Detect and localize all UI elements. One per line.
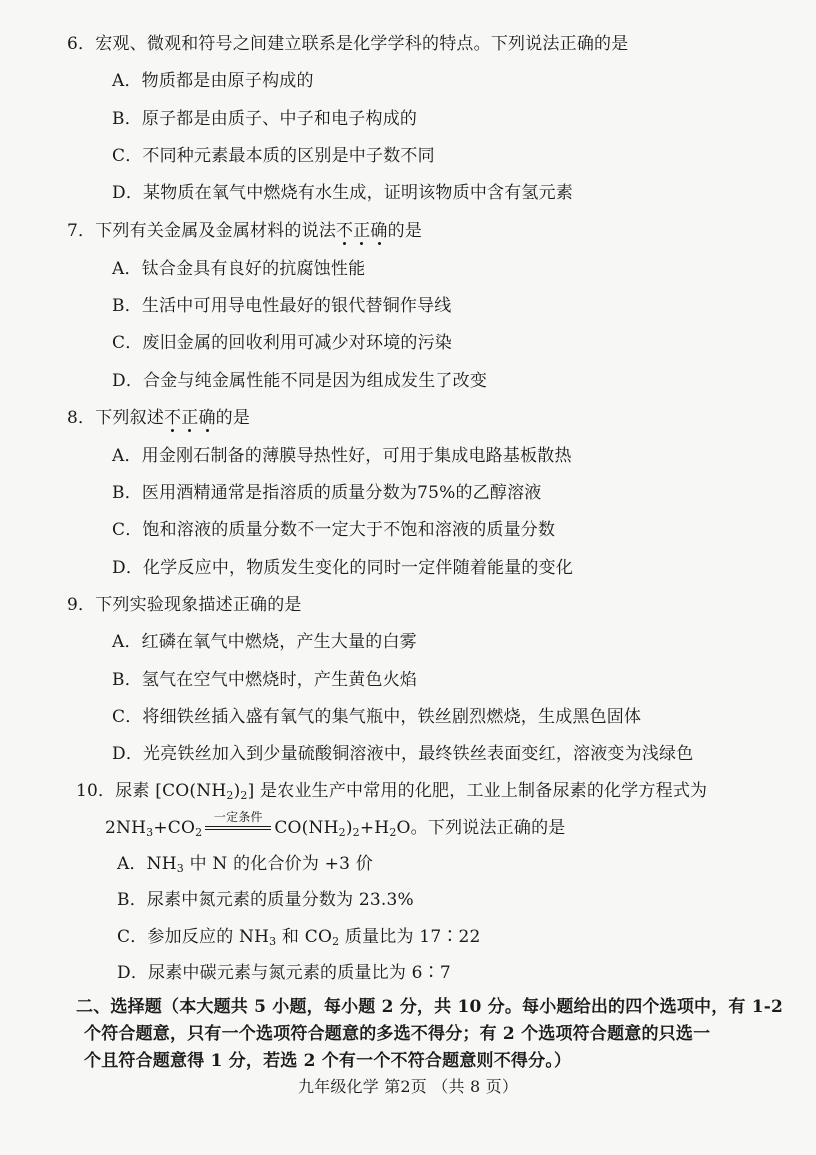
q8-stem-pre: 8．下列叙述 [67, 408, 165, 428]
subscript: 2 [352, 826, 360, 839]
equation-part: O。下列说法正确的是 [396, 818, 566, 838]
q7-option-b: B．生活中可用导电性最好的银代替铜作导线 [112, 296, 452, 316]
subscript: 2 [195, 826, 203, 839]
q8-stem [67, 407, 250, 429]
q9-option-b: B．氢气在空气中燃烧时，产生黄色火焰 [112, 670, 418, 690]
option-text: A．NH [117, 854, 177, 874]
q6-option-d: D．某物质在氧气中燃烧有水生成，证明该物质中含有氢元素 [112, 183, 574, 203]
subscript: 2 [389, 826, 397, 839]
q6-option-c: C．不同种元素最本质的区别是中子数不同 [112, 146, 435, 166]
q6-stem: 6．宏观、微观和符号之间建立联系是化学学科的特点。下列说法正确的是 [67, 34, 629, 54]
q9-option-d: D．光亮铁丝加入到少量硫酸铜溶液中，最终铁丝表面变红，溶液变为浅绿色 [112, 744, 694, 764]
q10-stem-text: 10．尿素 [CO(NH [76, 781, 227, 801]
subscript: 2 [240, 789, 248, 802]
equation-part: +H [359, 818, 390, 838]
subscript: 2 [332, 935, 340, 948]
option-text: 和 CO [276, 927, 333, 947]
equation-part: 2NH [105, 818, 147, 838]
q7-stem-post: 的是 [387, 221, 423, 241]
q8-option-c: C．饱和溶液的质量分数不一定大于不饱和溶液的质量分数 [112, 520, 556, 540]
q10-option-d: D．尿素中碳元素与氮元素的质量比为 6∶7 [117, 963, 451, 983]
subscript: 3 [146, 826, 154, 839]
q7-option-c: C．废旧金属的回收利用可减少对环境的污染 [112, 333, 453, 353]
emphasis-char: 确 [198, 408, 216, 428]
equation-part: CO(NH [274, 818, 339, 838]
option-text: 中 N 的化合价为 +3 价 [183, 854, 373, 874]
subscript: 2 [338, 826, 346, 839]
subscript: 2 [226, 789, 234, 802]
q6-option-a: A．物质都是由原子构成的 [112, 71, 314, 91]
option-text: 质量比为 17∶22 [339, 927, 481, 947]
page-footer: 九年级化学 第2页 （共 8 页） [297, 1077, 519, 1096]
q6-option-b: B．原子都是由质子、中子和电子构成的 [112, 109, 418, 129]
q7-option-d: D．合金与纯金属性能不同是因为组成发生了改变 [112, 371, 488, 391]
subscript: 3 [176, 862, 184, 875]
emphasis-char: 正 [353, 221, 371, 241]
section-heading-line3: 个且符合题意得 1 分，若选 2 个有一个不符合题意则不得分。） [84, 1051, 572, 1071]
q8-stem-post: 的是 [215, 408, 251, 428]
emphasis-char: 确 [370, 221, 388, 241]
q10-option-a [117, 853, 373, 875]
q8-option-a: A．用金刚石制备的薄膜导热性好，可用于集成电路基板散热 [112, 446, 572, 466]
emphasis-char: 正 [181, 408, 199, 428]
equation-part: ) [345, 818, 353, 838]
option-text: C．参加反应的 NH [117, 927, 270, 947]
reaction-arrow [205, 810, 271, 839]
reaction-condition: 一定条件 [213, 810, 263, 824]
q8-option-b: B．医用酒精通常是指溶质的质量分数为75%的乙醇溶液 [112, 483, 542, 503]
q9-option-a: A．红磷在氧气中燃烧，产生大量的白雾 [112, 632, 417, 652]
q9-stem: 9．下列实验现象描述正确的是 [67, 595, 302, 615]
q10-equation [105, 810, 566, 839]
q10-stem-text: ] 是农业生产中常用的化肥，工业上制备尿素的化学方程式为 [247, 781, 708, 801]
q8-option-d: D．化学反应中，物质发生变化的同时一定伴随着能量的变化 [112, 558, 574, 578]
equation-part: +CO [153, 818, 196, 838]
emphasis-char: 不 [336, 221, 354, 241]
section-heading-line2: 个符合题意，只有一个选项符合题意的多选不得分；有 2 个选项符合题意的只选一 [84, 1024, 711, 1044]
q10-option-b: B．尿素中氮元素的质量分数为 23.3% [117, 890, 414, 910]
q7-stem [67, 220, 422, 242]
q10-stem [76, 780, 707, 802]
subscript: 3 [269, 935, 277, 948]
q9-option-c: C．将细铁丝插入盛有氧气的集气瓶中，铁丝剧烈燃烧，生成黑色固体 [112, 707, 642, 727]
q10-stem-text: ) [233, 781, 241, 801]
q10-option-c [117, 926, 481, 948]
q7-option-a: A．钛合金具有良好的抗腐蚀性能 [112, 259, 366, 279]
section-heading-line1: 二、选择题（本大题共 5 小题，每小题 2 分，共 10 分。每小题给出的四个选项中，有 1-2 [76, 997, 784, 1017]
q7-stem-pre: 7．下列有关金属及金属材料的说法 [67, 221, 337, 241]
emphasis-char: 不 [164, 408, 182, 428]
